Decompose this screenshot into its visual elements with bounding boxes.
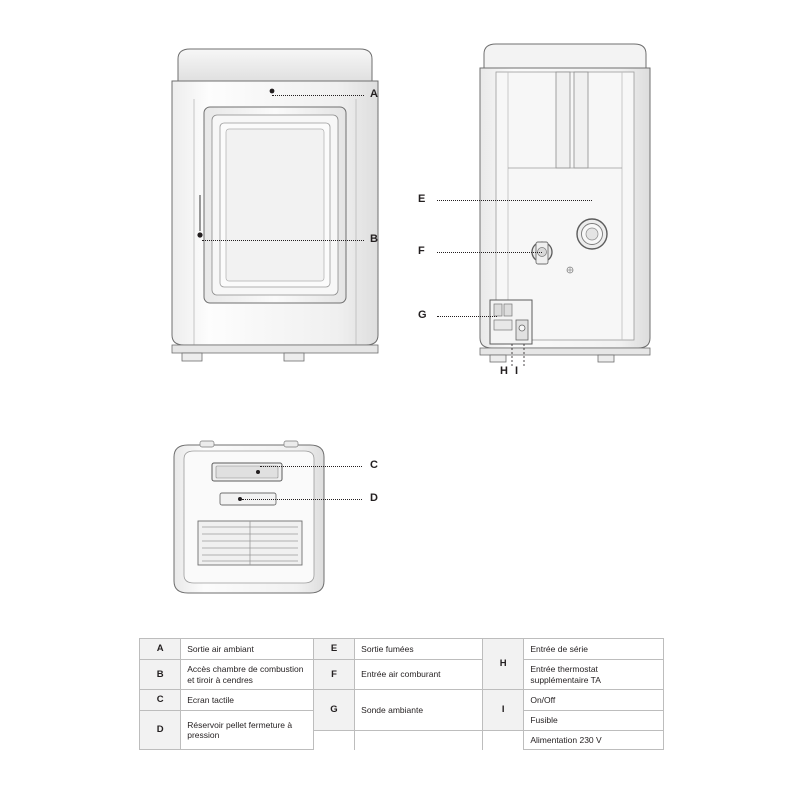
callout-g: G [418, 309, 427, 321]
top-view-illustration [160, 435, 360, 605]
legend-key-i: I [483, 690, 524, 731]
legend-key-a: A [140, 639, 181, 660]
air-outlet-a-marker [270, 89, 275, 94]
legend-desc-c: Ecran tactile [181, 690, 314, 711]
legend-key-d: D [140, 711, 181, 750]
callout-f: F [418, 245, 426, 257]
legend-desc-i2: Fusible [524, 711, 664, 731]
legend-key-e: E [313, 639, 354, 660]
callout-e: E [418, 193, 426, 205]
leader-line-a [272, 95, 364, 96]
callout-b: B [370, 233, 379, 245]
callout-c: C [370, 459, 379, 471]
access-point-b-marker [197, 232, 202, 237]
legend-key-f: F [313, 659, 354, 689]
callout-a: A [370, 88, 379, 100]
legend-key-g: G [313, 690, 354, 731]
legend-desc-b: Accès chambre de combustion et tiroir à cendres [181, 659, 314, 689]
legend-desc-h2: Entrée thermostat supplémentaire TA [524, 659, 664, 689]
legend-key-b: B [140, 659, 181, 689]
legend-desc-g: Sonde ambiante [355, 690, 483, 731]
legend-key-h: H [483, 639, 524, 690]
leader-line-e [437, 200, 592, 201]
touchscreen-c-marker [256, 470, 260, 474]
leader-line-c [260, 466, 362, 467]
callout-i: I [515, 365, 519, 377]
leader-line-d [242, 499, 362, 500]
legend-table [139, 638, 664, 750]
callout-h: H [500, 365, 509, 377]
leader-line-f [437, 252, 542, 253]
rear-view-illustration [470, 38, 660, 378]
callout-d: D [370, 492, 379, 504]
leader-line-g [437, 316, 497, 317]
legend-desc-a: Sortie air ambiant [181, 639, 314, 660]
legend-key-c: C [140, 690, 181, 711]
legend-desc-e: Sortie fumées [355, 639, 483, 660]
legend-desc-h1: Entrée de série [524, 639, 664, 660]
legend-desc-d: Réservoir pellet fermeture à pression [181, 711, 314, 750]
table-row [140, 690, 664, 711]
legend-desc-i1: On/Off [524, 690, 664, 711]
legend-desc-i3: Alimentation 230 V [524, 730, 664, 750]
table-row [140, 659, 664, 689]
leader-line-b [202, 240, 364, 241]
legend-desc-f: Entrée air comburant [355, 659, 483, 689]
table-row [140, 639, 664, 660]
